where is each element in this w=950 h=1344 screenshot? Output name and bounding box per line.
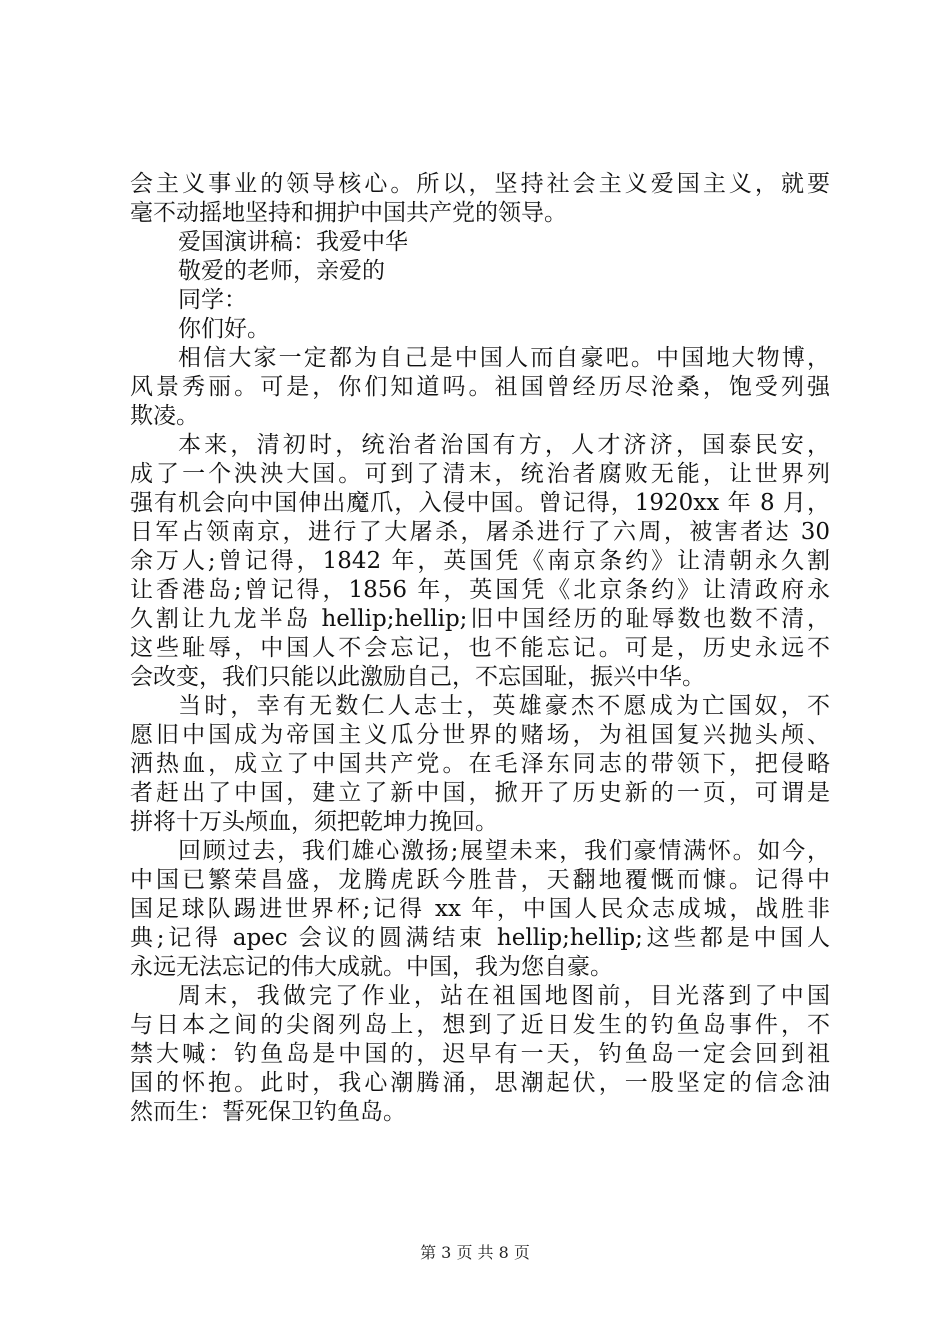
text-line: 中国已繁荣昌盛，龙腾虎跃今胜昔，天翻地覆慨而慷。记得中 (130, 867, 830, 893)
greeting-line: 你们好。 (178, 316, 270, 342)
text-line: 久割让九龙半岛 hellip;hellip;旧中国经历的耻辱数也数不清， (130, 606, 830, 632)
text-line: 然而生：誓死保卫钓鱼岛。 (130, 1099, 406, 1125)
text-line: 让香港岛;曾记得，1856 年，英国凭《北京条约》让清政府永 (130, 577, 830, 603)
page-number: 第 3 页 共 8 页 (420, 1243, 530, 1262)
text-line: 典;记得 apec 会议的圆满结束 hellip;hellip;这些都是中国人 (130, 925, 830, 951)
text-line: 相信大家一定都为自己是中国人而自豪吧。中国地大物博， (178, 345, 830, 371)
text-line: 会主义事业的领导核心。所以，坚持社会主义爱国主义，就要 (130, 171, 830, 197)
text-line: 欺凌。 (130, 403, 199, 429)
text-line: 余万人;曾记得，1842 年，英国凭《南京条约》让清朝永久割 (130, 548, 830, 574)
text-line: 国的怀抱。此时，我心潮腾涌，思潮起伏，一股坚定的信念油 (130, 1070, 830, 1096)
text-line: 拼将十万头颅血，须把乾坤力挽回。 (130, 809, 498, 835)
salutation-line: 敬爱的老师，亲爱的 (178, 258, 385, 284)
text-line: 国足球队踢进世界杯;记得 xx 年，中国人民众志成城，战胜非 (130, 896, 830, 922)
text-line: 会改变，我们只能以此激励自己，不忘国耻，振兴中华。 (130, 664, 705, 690)
text-line: 愿旧中国成为帝国主义瓜分世界的赌场，为祖国复兴抛头颅、 (130, 722, 830, 748)
text-line: 这些耻辱，中国人不会忘记，也不能忘记。可是，历史永远不 (130, 635, 830, 661)
text-line: 永远无法忘记的伟大成就。中国，我为您自豪。 (130, 954, 613, 980)
text-line: 风景秀丽。可是，你们知道吗。祖国曾经历尽沧桑，饱受列强 (130, 374, 830, 400)
text-line: 本来，清初时，统治者治国有方，人才济济，国泰民安， (178, 432, 830, 458)
text-line: 当时，幸有无数仁人志士，英雄豪杰不愿成为亡国奴，不 (178, 693, 830, 719)
text-line: 强有机会向中国伸出魔爪，入侵中国。曾记得，1920xx 年 8 月， (130, 490, 830, 516)
text-line: 者赶出了中国，建立了新中国，掀开了历史新的一页，可谓是 (130, 780, 830, 806)
text-line: 毫不动摇地坚持和拥护中国共产党的领导。 (130, 200, 567, 226)
text-line: 日军占领南京，进行了大屠杀，屠杀进行了六周，被害者达 30 (130, 519, 830, 545)
text-line: 禁大喊：钓鱼岛是中国的，迟早有一天，钓鱼岛一定会回到祖 (130, 1041, 830, 1067)
text-line: 周末，我做完了作业，站在祖国地图前，目光落到了中国 (178, 983, 830, 1009)
text-line: 洒热血，成立了中国共产党。在毛泽东同志的带领下，把侵略 (130, 751, 830, 777)
text-line: 与日本之间的尖阁列岛上，想到了近日发生的钓鱼岛事件，不 (130, 1012, 830, 1038)
text-line: 回顾过去，我们雄心激扬;展望未来，我们豪情满怀。如今， (178, 838, 830, 864)
text-line: 成了一个泱泱大国。可到了清末，统治者腐败无能，让世界列 (130, 461, 830, 487)
speech-title: 爱国演讲稿：我爱中华 (178, 229, 408, 255)
salutation-line: 同学： (178, 287, 247, 313)
